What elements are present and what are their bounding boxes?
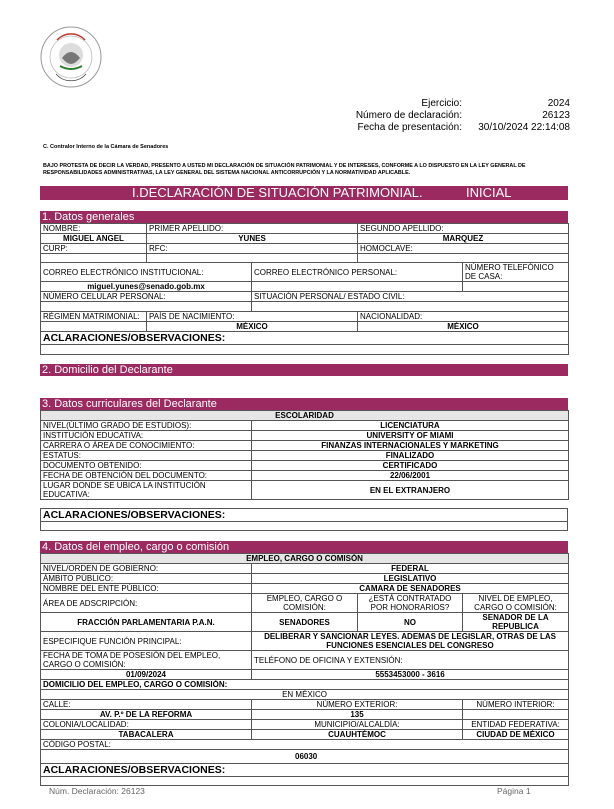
curricular-label: DOCUMENTO OBTENIDO: [41, 461, 252, 471]
nationality-value: MÉXICO [358, 322, 569, 332]
curricular-label: INSTITUCIÓN EDUCATIVA: [41, 431, 252, 441]
section-4-heading: 4. Datos del empleo, cargo o comisión [40, 541, 568, 553]
employment-level-label: NIVEL DE EMPLEO, CARGO O COMISIÓN: [463, 594, 569, 613]
curricular-value: CERTIFICADO [252, 461, 569, 471]
first-surname-label: PRIMER APELLIDO: [147, 224, 358, 234]
section-2-heading: 2. Domicilio del Declarante [40, 364, 568, 376]
curricular-value: FINANZAS INTERNACIONALES Y MARKETING [252, 441, 569, 451]
postal-code-value: 06030 [41, 750, 569, 764]
declaration-meta [330, 98, 570, 134]
neighborhood-value: TABACALERA [41, 730, 252, 740]
curricular-label: FECHA DE OBTENCIÓN DEL DOCUMENTO: [41, 471, 252, 481]
federal-entity-value: CIUDAD DE MÉXICO [463, 730, 569, 740]
exterior-number-value: 135 [252, 710, 463, 720]
addressee: C. Contralor Interno de la Cámara de Senadores [43, 144, 169, 150]
section-3-heading: 3. Datos curriculares del Declarante [40, 398, 568, 410]
section-4-remarks-label: ACLARACIONES/OBSERVACIONES: [41, 764, 569, 777]
interior-number-label: NÚMERO INTERIOR: [463, 700, 569, 710]
rfc-label: RFC: [147, 244, 358, 254]
general-data-table [40, 223, 569, 355]
municipality-value: CUAUHTÉMOC [252, 730, 463, 740]
curp-label: CURP: [41, 244, 147, 254]
presentation-date-value: 30/10/2024 22:14:08 [478, 122, 570, 133]
footer-page-number: Página 1 [497, 786, 531, 796]
main-function-value: DELIBERAR Y SANCIONAR LEYES. ADEMAS DE LEGISLAR, OTRAS DE LAS FUNCIONES ESENCIALES DEL CONGRESO [252, 632, 569, 651]
office-phone-value: 5553453000 - 3616 [252, 670, 569, 680]
section-1-remarks-label: ACLARACIONES/OBSERVACIONES: [41, 332, 569, 345]
nombre-label: NOMBRE: [41, 224, 147, 234]
neighborhood-label: COLONIA/LOCALIDAD: [41, 720, 252, 730]
birth-country-label: PAÍS DE NACIMIENTO: [147, 312, 358, 322]
second-surname-value: MARQUEZ [358, 234, 569, 244]
ejercicio-label: Ejercicio: [421, 98, 462, 109]
postal-code-label: CÓDIGO POSTAL: [41, 740, 569, 750]
declaration-type: INICIAL [466, 185, 512, 200]
public-scope-label: ÁMBITO PÚBLICO: [41, 574, 252, 584]
gov-level-label: NIVEL/ORDEN DE GOBIERNO: [41, 564, 252, 574]
footer-declaration-number: Núm. Declaración: 26123 [49, 786, 145, 796]
civil-status-label: SITUACIÓN PERSONAL/ ESTADO CIVIL: [252, 292, 569, 302]
exterior-number-label: NÚMERO EXTERIOR: [252, 700, 463, 710]
homoclave-label: HOMOCLAVE: [358, 244, 569, 254]
employment-address-label: DOMICILIO DEL EMPLEO, CARGO O COMISIÓN: [41, 680, 569, 690]
curricular-label: CARRERA O ÁREA DE CONOCIMIENTO: [41, 441, 252, 451]
curricular-data-table [40, 410, 569, 500]
gov-level-value: FEDERAL [252, 564, 569, 574]
section-3-remarks-label: ACLARACIONES/OBSERVACIONES: [41, 509, 568, 522]
curricular-label: ESTATUS: [41, 451, 252, 461]
nombre-value: MIGUEL ANGEL [41, 234, 147, 244]
public-entity-value: CAMARA DE SENADORES [252, 584, 569, 594]
nationality-label: NACIONALIDAD: [358, 312, 569, 322]
first-surname-value: YUNES [147, 234, 358, 244]
assignment-area-label: ÁREA DE ADSCRIPCIÓN: [41, 594, 252, 613]
senate-seal-logo [40, 26, 102, 88]
protest-statement: BAJO PROTESTA DE DECIR LA VERDAD, PRESENTO A USTED MI DECLARACIÓN DE SITUACIÓN PATRIMONIAL Y DE INTERESES, CONFORME A LO DISPUESTO EN LA LEY GENERAL DE RESPONSABILIDADES ADMINISTRATIVAS, LA LEY GENERAL DEL SISTEMA NACIONAL ANTICORRUPCIÓN Y LA NORMATIVIDAD APLICABLE. [43, 163, 526, 176]
federal-entity-label: ENTIDAD FEDERATIVA: [463, 720, 569, 730]
public-entity-label: NOMBRE DEL ENTE PÚBLICO: [41, 584, 252, 594]
curricular-value: 22/06/2001 [252, 471, 569, 481]
birth-country-value: MÉXICO [147, 322, 358, 332]
curricular-label: NIVEL(ÚLTIMO GRADO DE ESTUDIOS): [41, 421, 252, 431]
declaration-number-label: Número de declaración: [355, 110, 462, 121]
document-title-bar [40, 186, 568, 200]
institutional-email-value: miguel.yunes@senado.gob.mx [41, 282, 252, 292]
home-phone-label: NÚMERO TELEFÓNICO DE CASA: [463, 263, 569, 282]
ejercicio-value: 2024 [547, 98, 570, 109]
section-1-heading: 1. Datos generales [40, 211, 568, 223]
personal-email-label: CORREO ELECTRÓNICO PERSONAL: [252, 263, 463, 282]
document-title: I.DECLARACIÓN DE SITUACIÓN PATRIMONIAL. [132, 185, 423, 200]
employment-level-value: SENADOR DE LA REPUBLICA [463, 613, 569, 632]
presentation-date-label: Fecha de presentación: [357, 122, 462, 133]
employment-label: EMPLEO, CARGO O COMISIÓN: [252, 594, 358, 613]
curricular-label: LUGAR DONDE SE UBICA LA INSTITUCIÓN EDUCATIVA: [41, 481, 252, 500]
curricular-value: LICENCIATURA [252, 421, 569, 431]
section-3-remarks [40, 508, 568, 531]
street-value: AV. P.º DE LA REFORMA [41, 710, 252, 720]
schooling-subheader: ESCOLARIDAD [41, 411, 569, 421]
marital-regime-label: RÉGIMEN MATRIMONIAL: [41, 312, 147, 322]
public-scope-value: LEGISLATIVO [252, 574, 569, 584]
possession-date-value: 01/09/2024 [41, 670, 252, 680]
office-phone-label: TELÉFONO DE OFICINA Y EXTENSIÓN: [252, 651, 569, 670]
cell-phone-label: NÚMERO CELULAR PERSONAL: [41, 292, 252, 302]
in-mexico-label: EN MÉXICO [41, 690, 569, 700]
employment-data-table [40, 553, 569, 786]
curricular-value: FINALIZADO [252, 451, 569, 461]
curricular-value: EN EL EXTRANJERO [252, 481, 569, 500]
main-function-label: ESPECIFIQUE FUNCIÓN PRINCIPAL: [41, 632, 252, 651]
curricular-value: UNIVERSITY OF MIAMI [252, 431, 569, 441]
fees-contract-label: ¿ESTÁ CONTRATADO POR HONORARIOS? [358, 594, 463, 613]
institutional-email-label: CORREO ELECTRÓNICO INSTITUCIONAL: [41, 263, 252, 282]
declaration-number-value: 26123 [542, 110, 570, 121]
assignment-area-value: FRACCIÓN PARLAMENTARIA P.A.N. [41, 613, 252, 632]
possession-date-label: FECHA DE TOMA DE POSESIÓN DEL EMPLEO, CARGO O COMISIÓN: [41, 651, 252, 670]
employment-subheader: EMPLEO, CARGO O COMISÓN [41, 554, 569, 564]
fees-contract-value: NO [358, 613, 463, 632]
second-surname-label: SEGUNDO APELLIDO: [358, 224, 569, 234]
employment-value: SENADORES [252, 613, 358, 632]
municipality-label: MUNICIPIO/ALCALDÍA: [252, 720, 463, 730]
street-label: CALLE: [41, 700, 252, 710]
